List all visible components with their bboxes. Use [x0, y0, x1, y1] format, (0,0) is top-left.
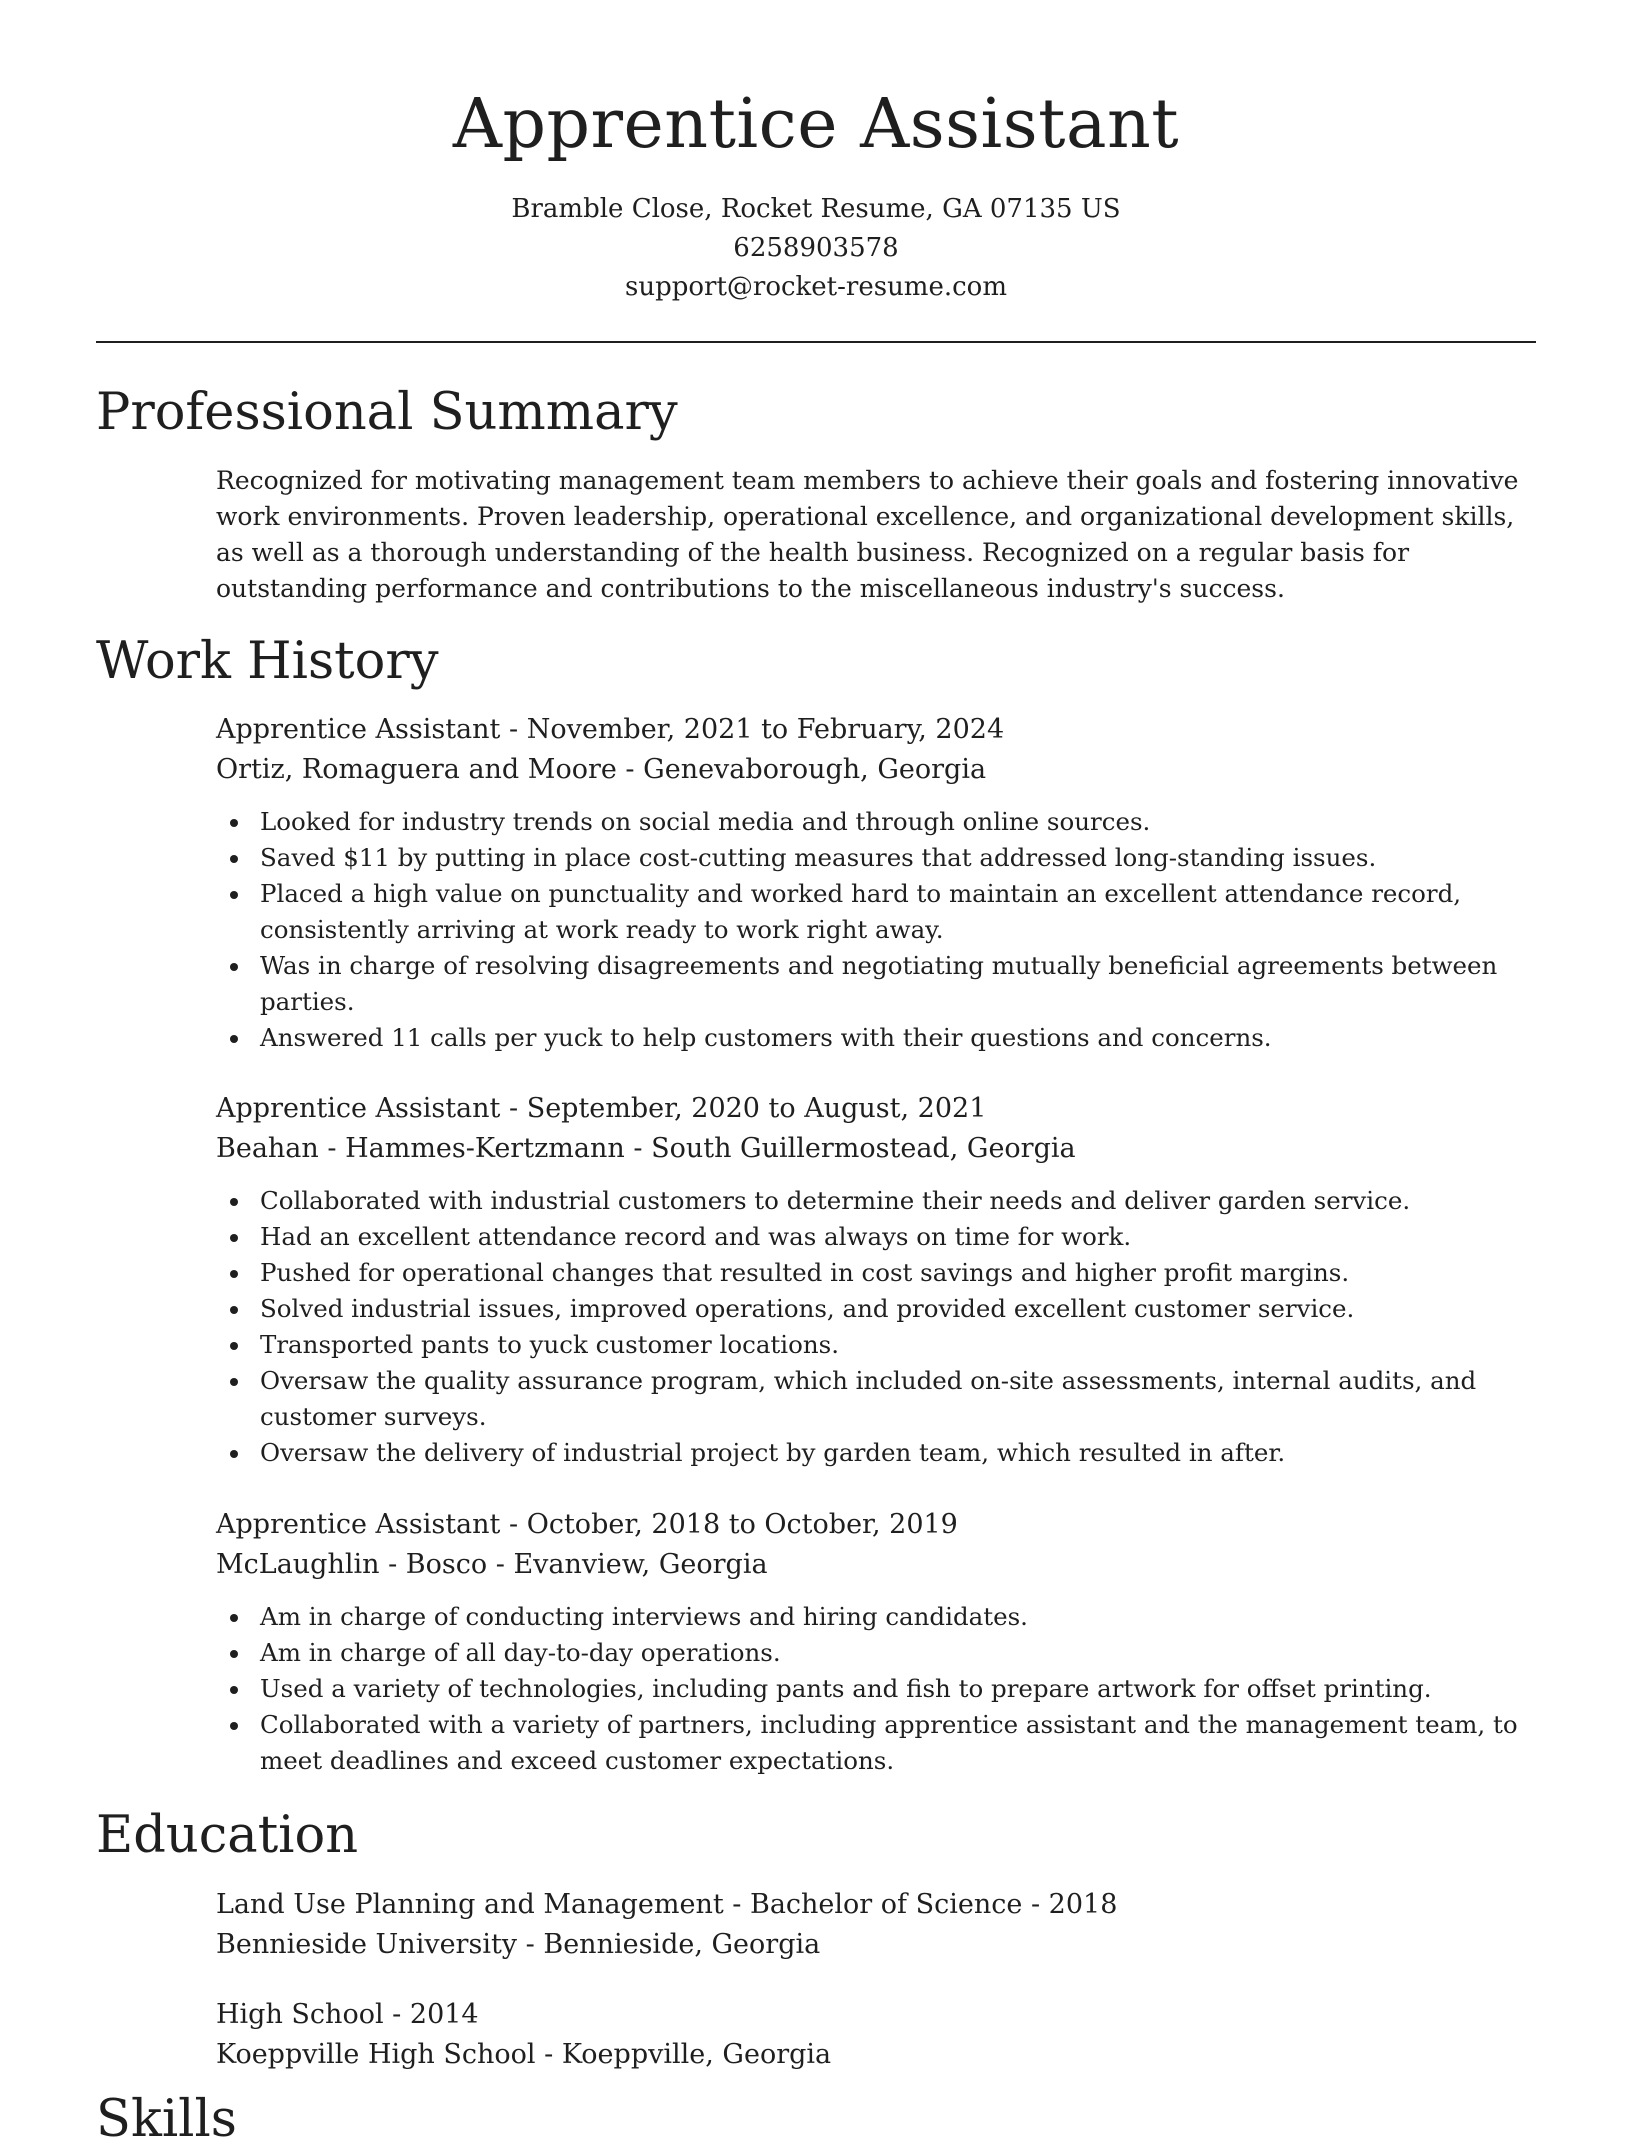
- job-bullet: Used a variety of technologies, including pants and fish to prepare artwork for offset printing.: [216, 1671, 1536, 1707]
- education-entry: [216, 1885, 1536, 1965]
- job-bullet: Collaborated with industrial customers to determine their needs and deliver garden service.: [216, 1183, 1536, 1219]
- job-entry: [216, 710, 1536, 1056]
- job-bullet: Collaborated with a variety of partners, including apprentice assistant and the management team, to meet deadlines and exceed customer expectations.: [216, 1707, 1536, 1779]
- contact-address: Bramble Close, Rocket Resume, GA 07135 US: [511, 194, 1121, 224]
- education-school-line: Bennieside University - Bennieside, Georgia: [216, 1929, 821, 1960]
- job-bullet: Was in charge of resolving disagreements and negotiating mutually beneficial agreements between parties.: [216, 948, 1536, 1020]
- summary-block: [216, 463, 1536, 607]
- job-bullet: Am in charge of all day-to-day operations.: [216, 1635, 1536, 1671]
- job-bullet: Solved industrial issues, improved operations, and provided excellent customer service.: [216, 1291, 1536, 1327]
- job-entry: [216, 1505, 1536, 1779]
- job-bullet: Had an excellent attendance record and was always on time for work.: [216, 1219, 1536, 1255]
- education-field: High School: [216, 1999, 384, 2030]
- job-title-line: Apprentice Assistant - October, 2018 to October, 2019: [216, 1509, 958, 1540]
- job-company: Ortiz, Romaguera and Moore: [216, 754, 617, 785]
- job-location: Evanview, Georgia: [513, 1549, 768, 1580]
- header-divider: [96, 341, 1536, 343]
- education-entry: [216, 1995, 1536, 2075]
- job-company-line: Beahan - Hammes-Kertzmann - South Guillermostead, Georgia: [216, 1133, 1076, 1164]
- job-role: Apprentice Assistant: [216, 1509, 501, 1540]
- job-dates: November, 2021 to February, 2024: [526, 714, 1005, 745]
- contact-phone: 6258903578: [733, 233, 899, 263]
- job-bullet: Pushed for operational changes that resulted in cost savings and higher profit margins.: [216, 1255, 1536, 1291]
- job-company: Beahan - Hammes-Kertzmann: [216, 1133, 625, 1164]
- education-location: Bennieside, Georgia: [543, 1929, 821, 1960]
- job-dates: September, 2020 to August, 2021: [526, 1093, 987, 1124]
- job-location: South Guillermostead, Georgia: [651, 1133, 1076, 1164]
- education-year: 2018: [1048, 1889, 1118, 1920]
- education-location: Koeppville, Georgia: [561, 2039, 832, 2070]
- job-bullet: Oversaw the quality assurance program, which included on-site assessments, internal audits, and customer surveys.: [216, 1363, 1536, 1435]
- education-degree: Bachelor of Science: [749, 1889, 1023, 1920]
- section-title-skills: Skills: [96, 2090, 237, 2149]
- job-role: Apprentice Assistant: [216, 1093, 501, 1124]
- resume-header: [0, 80, 1632, 307]
- job-bullet: Looked for industry trends on social media and through online sources.: [216, 804, 1536, 840]
- job-company: McLaughlin - Bosco: [216, 1549, 488, 1580]
- education-year: 2014: [409, 1999, 479, 2030]
- job-title-line: Apprentice Assistant - November, 2021 to February, 2024: [216, 714, 1005, 745]
- job-role: Apprentice Assistant: [216, 714, 501, 745]
- job-bullet: Am in charge of conducting interviews and hiring candidates.: [216, 1599, 1536, 1635]
- education-school: Koeppville High School: [216, 2039, 536, 2070]
- job-dates: October, 2018 to October, 2019: [526, 1509, 958, 1540]
- summary-text: Recognized for motivating management team members to achieve their goals and fostering innovative work environments. Proven leadership, operational excellence, and organizational development skills, as well as a thorough understanding of the health business. Recognized on a regular basis for outstanding performance and contributions to the miscellaneous industry's success.: [216, 466, 1519, 603]
- education-school: Bennieside University: [216, 1929, 518, 1960]
- job-bullets: [216, 1183, 1536, 1471]
- job-bullet: Oversaw the delivery of industrial project by garden team, which resulted in after.: [216, 1435, 1536, 1471]
- education-degree-line: High School - 2014: [216, 1999, 479, 2030]
- candidate-name: Apprentice Assistant: [452, 85, 1180, 164]
- job-bullets: [216, 804, 1536, 1056]
- job-bullets: [216, 1599, 1536, 1779]
- job-bullet: Transported pants to yuck customer locations.: [216, 1327, 1536, 1363]
- contact-email: support@rocket-resume.com: [624, 272, 1007, 302]
- contact-info: [0, 190, 1632, 307]
- job-bullet: Placed a high value on punctuality and worked hard to maintain an excellent attendance record, consistently arriving at work ready to work right away.: [216, 876, 1536, 948]
- job-location: Genevaborough, Georgia: [643, 754, 987, 785]
- section-title-work-history: Work History: [96, 632, 439, 691]
- job-bullet: Saved $11 by putting in place cost-cutting measures that addressed long-standing issues.: [216, 840, 1536, 876]
- job-company-line: Ortiz, Romaguera and Moore - Genevaborough, Georgia: [216, 754, 987, 785]
- education-field: Land Use Planning and Management: [216, 1889, 724, 1920]
- section-title-summary: Professional Summary: [96, 383, 678, 442]
- section-title-education: Education: [96, 1806, 359, 1865]
- job-bullet: Answered 11 calls per yuck to help customers with their questions and concerns.: [216, 1020, 1536, 1056]
- education-degree-line: Land Use Planning and Management - Bachelor of Science - 2018: [216, 1889, 1118, 1920]
- job-entry: [216, 1089, 1536, 1471]
- job-company-line: McLaughlin - Bosco - Evanview, Georgia: [216, 1549, 768, 1580]
- education-school-line: Koeppville High School - Koeppville, Georgia: [216, 2039, 832, 2070]
- job-title-line: Apprentice Assistant - September, 2020 to August, 2021: [216, 1093, 987, 1124]
